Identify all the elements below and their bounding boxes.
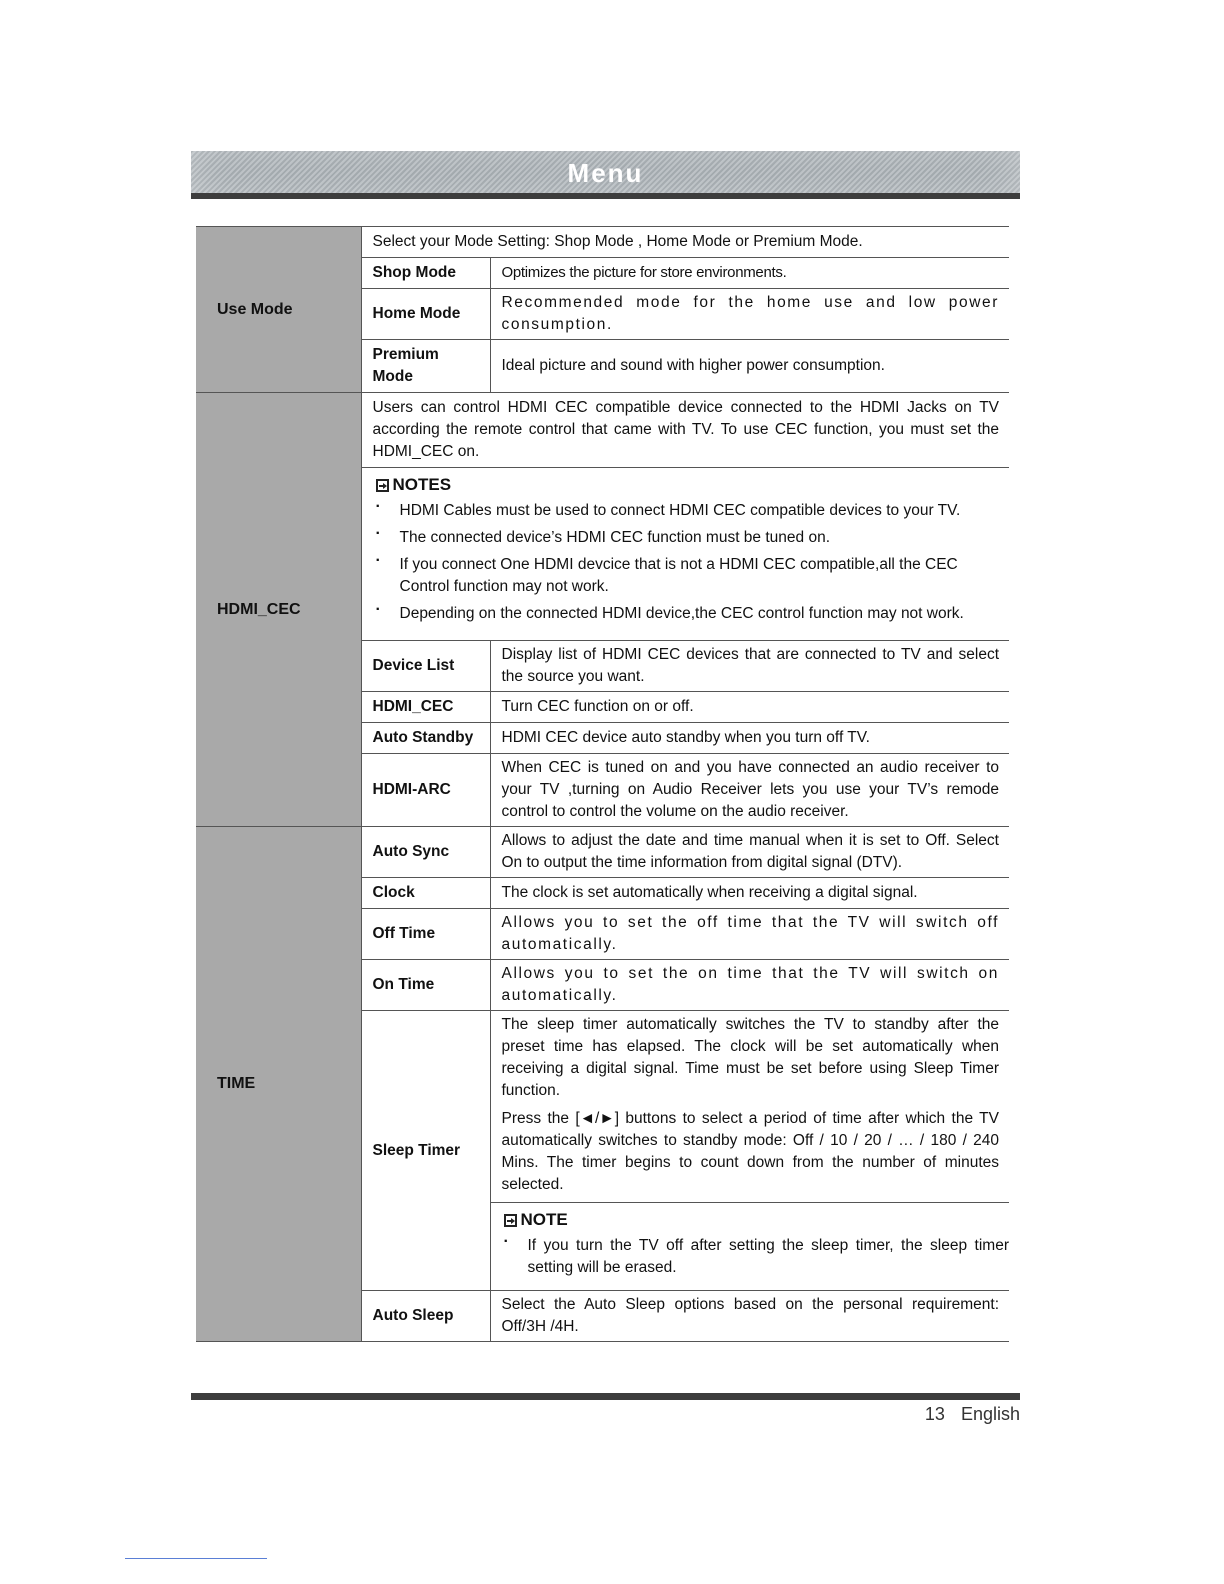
option-clock-desc: The clock is set automatically when receiving a digital signal. xyxy=(490,878,1009,909)
menu-settings-table xyxy=(196,226,1009,1342)
notes-list xyxy=(376,500,1010,625)
option-auto-sync-desc: Allows to adjust the date and time manual when it is set to Off. Select On to output the time information from digital signal (DTV). xyxy=(490,827,1009,878)
option-sleep-timer-desc xyxy=(490,1011,1009,1291)
option-auto-standby: Auto Standby xyxy=(361,723,490,754)
list-item: · If you turn the TV off after setting the sleep timer, the sleep timer setting will be erased. xyxy=(504,1235,1010,1279)
sleep-timer-para-1: The sleep timer automatically switches the TV to standby after the preset time has elapsed. The clock will be set automatically when receiving a digital signal. Time must be set before using Sleep Timer function. xyxy=(501,1016,999,1099)
option-home-mode-desc: Recommended mode for the home use and low power consumption. xyxy=(490,289,1009,340)
page-footer xyxy=(925,1404,1020,1425)
option-device-list: Device List xyxy=(361,641,490,692)
category-time: TIME xyxy=(196,827,361,1342)
option-home-mode: Home Mode xyxy=(361,289,490,340)
category-hdmi-cec: HDMI_CEC xyxy=(196,393,361,827)
use-mode-intro-row xyxy=(196,227,1009,258)
notes-title: NOTES xyxy=(392,475,452,494)
option-hdmi-cec: HDMI_CEC xyxy=(361,692,490,723)
notes-list xyxy=(504,1235,1010,1279)
page-number: 13 xyxy=(924,1404,945,1424)
list-item: · If you connect One HDMI devcice that is not a HDMI CEC compatible,all the CEC Control function may not work. xyxy=(376,554,1010,598)
list-item: · HDMI Cables must be used to connect HDMI CEC compatible devices to your TV. xyxy=(376,500,1010,522)
option-auto-sleep: Auto Sleep xyxy=(361,1291,490,1342)
option-off-time: Off Time xyxy=(361,909,490,960)
page-language: English xyxy=(960,1404,1020,1424)
option-off-time-desc: Allows you to set the off time that the TV will switch off automatically. xyxy=(490,909,1009,960)
note-arrow-icon xyxy=(504,1214,517,1227)
notes-heading xyxy=(376,474,1010,496)
divider xyxy=(125,1558,267,1559)
hdmi-cec-intro: Users can control HDMI CEC compatible device connected to the HDMI Jacks on TV according the remote control that came with TV. To use CEC function, you must set the HDMI_CEC on. xyxy=(361,393,1009,468)
note-title: NOTE xyxy=(520,1210,568,1229)
option-on-time: On Time xyxy=(361,960,490,1011)
option-device-list-desc: Display list of HDMI CEC devices that are connected to TV and select the source you want. xyxy=(490,641,1009,692)
table-row xyxy=(196,827,1009,878)
option-auto-sync: Auto Sync xyxy=(361,827,490,878)
option-premium-mode-desc: Ideal picture and sound with higher power consumption. xyxy=(490,340,1009,393)
option-on-time-desc: Allows you to set the on time that the TV will switch on automatically. xyxy=(490,960,1009,1011)
option-hdmi-arc-desc: When CEC is tuned on and you have connected an audio receiver to your TV ,turning on Audio Receiver lets you use your TV’s remode control to control the volume on the audio receiver. xyxy=(490,754,1009,827)
sleep-timer-para-2: Press the [◄/►] buttons to select a period of time after which the TV automatically switches to standby mode: Off / 10 / 20 / … / 180 / 240 Mins. The timer begins to count down from the number of minutes selected. xyxy=(501,1110,999,1193)
footer-bar xyxy=(191,1393,1020,1400)
menu-header-bar xyxy=(191,151,1020,193)
note-arrow-icon xyxy=(376,479,389,492)
option-hdmi-arc: HDMI-ARC xyxy=(361,754,490,827)
list-item: · Depending on the connected HDMI device,the CEC control function may not work. xyxy=(376,603,1010,625)
use-mode-intro: Select your Mode Setting: Shop Mode , Home Mode or Premium Mode. xyxy=(361,227,1009,258)
option-shop-mode: Shop Mode xyxy=(361,258,490,289)
option-hdmi-cec-desc: Turn CEC function on or off. xyxy=(490,692,1009,723)
menu-title: Menu xyxy=(567,158,644,188)
option-shop-mode-desc: Optimizes the picture for store environments. xyxy=(490,258,1009,289)
list-item: · The connected device’s HDMI CEC function must be tuned on. xyxy=(376,527,1010,549)
option-clock: Clock xyxy=(361,878,490,909)
option-auto-standby-desc: HDMI CEC device auto standby when you turn off TV. xyxy=(490,723,1009,754)
option-sleep-timer: Sleep Timer xyxy=(361,1011,490,1291)
option-premium-mode: Premium Mode xyxy=(361,340,490,393)
sleep-timer-note xyxy=(491,1202,1010,1290)
note-heading xyxy=(504,1209,1010,1231)
hdmi-cec-intro-row xyxy=(196,393,1009,468)
option-auto-sleep-desc: Select the Auto Sleep options based on the personal requirement: Off/3H /4H. xyxy=(490,1291,1009,1342)
hdmi-cec-notes xyxy=(361,468,1009,641)
category-use-mode: Use Mode xyxy=(196,227,361,393)
